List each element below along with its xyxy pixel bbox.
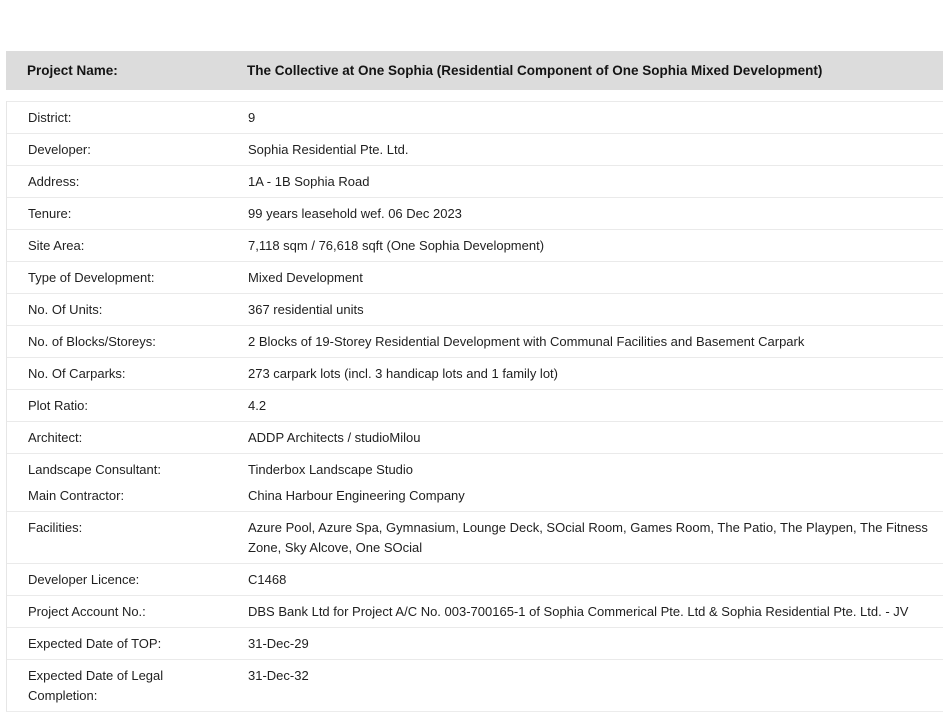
table-row	[7, 595, 943, 627]
row-value: Sophia Residential Pte. Ltd.	[248, 141, 409, 157]
table-row	[7, 197, 943, 229]
row-value: 31-Dec-32	[248, 667, 309, 683]
row-label: Project Account No.:	[28, 603, 146, 619]
table-row	[7, 389, 943, 421]
row-value: China Harbour Engineering Company	[248, 487, 465, 503]
table-row	[7, 101, 943, 133]
row-value: 9	[248, 109, 256, 125]
row-value: 2 Blocks of 19-Storey Residential Development with Communal Facilities and Basement Carpark	[248, 333, 805, 349]
row-label: No. Of Carparks:	[28, 365, 126, 381]
row-label: No. Of Units:	[28, 301, 103, 317]
row-label: Developer:	[28, 141, 91, 157]
row-value: ADDP Architects / studioMilou	[248, 429, 421, 445]
row-label: District:	[28, 109, 72, 125]
row-label: Address:	[28, 173, 80, 189]
row-label: Tenure:	[28, 205, 72, 221]
row-label: Expected Date of Legal Completion:	[28, 667, 164, 703]
table-row	[7, 261, 943, 293]
table-row	[7, 563, 943, 595]
table-row	[7, 229, 943, 261]
project-name-header-row	[6, 51, 943, 90]
table-row	[7, 483, 943, 512]
table-row	[7, 293, 943, 325]
table-row	[7, 165, 943, 197]
project-name-value: The Collective at One Sophia (Residential Component of One Sophia Mixed Development)	[247, 63, 823, 78]
table-row	[7, 659, 943, 711]
row-label: Landscape Consultant:	[28, 461, 161, 477]
row-label: Expected Date of TOP:	[28, 635, 162, 651]
row-value: C1468	[248, 571, 287, 587]
row-label: Developer Licence:	[28, 571, 140, 587]
row-value: Azure Pool, Azure Spa, Gymnasium, Lounge Deck, SOcial Room, Games Room, The Patio, The Playpen, The Fitness Zone, Sky Alcove, One SOcial	[248, 519, 928, 555]
row-value: 273 carpark lots (incl. 3 handicap lots and 1 family lot)	[248, 365, 558, 381]
row-value: 31-Dec-29	[248, 635, 309, 651]
project-fact-sheet	[6, 51, 943, 712]
row-label: No. of Blocks/Storeys:	[28, 333, 156, 349]
row-label: Type of Development:	[28, 269, 155, 285]
row-label: Facilities:	[28, 519, 83, 535]
table-row	[7, 627, 943, 659]
table-row	[7, 511, 943, 563]
row-label: Plot Ratio:	[28, 397, 88, 413]
table-row	[7, 453, 943, 483]
row-value: 1A - 1B Sophia Road	[248, 173, 370, 189]
row-value: 367 residential units	[248, 301, 364, 317]
row-value: 99 years leasehold wef. 06 Dec 2023	[248, 205, 462, 221]
row-value: 7,118 sqm / 76,618 sqft (One Sophia Development)	[248, 237, 545, 253]
row-value: Mixed Development	[248, 269, 363, 285]
table-row	[7, 421, 943, 453]
table-row	[7, 357, 943, 389]
table-row	[7, 133, 943, 165]
row-label: Site Area:	[28, 237, 85, 253]
project-name-label: Project Name:	[27, 63, 118, 78]
row-label: Architect:	[28, 429, 83, 445]
fact-rows-container	[6, 101, 943, 712]
row-value: DBS Bank Ltd for Project A/C No. 003-700165-1 of Sophia Commerical Pte. Ltd & Sophia Residential Pte. Ltd. - JV	[248, 603, 909, 619]
row-value: Tinderbox Landscape Studio	[248, 461, 414, 477]
row-label: Main Contractor:	[28, 487, 125, 503]
table-row	[7, 325, 943, 357]
row-value: 4.2	[248, 397, 267, 413]
